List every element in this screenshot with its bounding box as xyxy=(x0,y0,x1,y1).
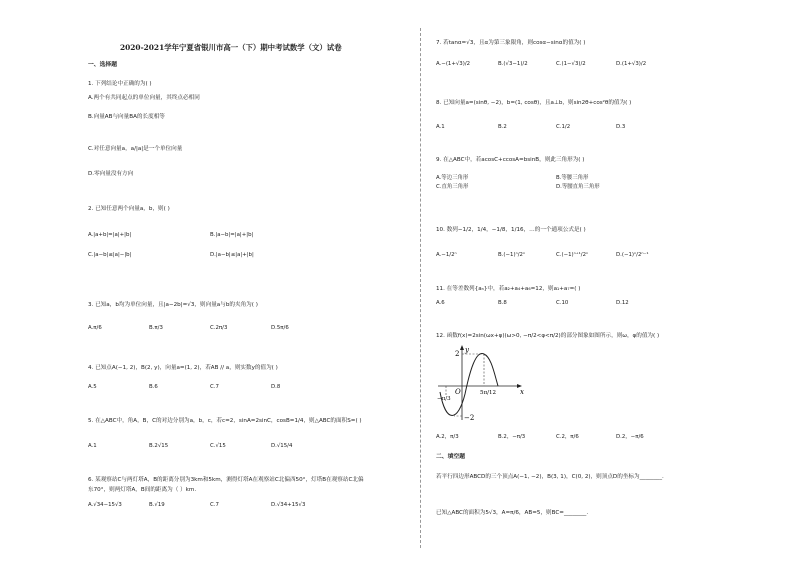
question-4: 4. 已知点A(−1, 2)，B(2, y)，向量a=(1, 2)，若AB // a，则实数y的值为( ) xyxy=(88,365,278,371)
question-8: 8. 已知向量a=(sinθ, −2)，b=(1, cosθ)，且a⊥b，则sin2θ+cos²θ的值为( ) xyxy=(436,100,632,106)
q12-option-c: C.2，π/6 xyxy=(556,434,579,440)
section-choice: 一、选择题 xyxy=(88,62,117,68)
q12-option-a: A.2，π/3 xyxy=(436,434,459,440)
q5-option-c: C.√15 xyxy=(210,443,226,449)
question-12: 12. 函数f(x)=2sin(ωx+φ)(ω>0, −π/2<φ<π/2)的部分图象如图所示，则ω，φ的值为( ) xyxy=(436,333,660,339)
label-left-tick: −π/3 xyxy=(437,396,451,402)
q1-option-a: A.两个有共同起点的单位向量，其终点必相同 xyxy=(88,95,200,101)
q5-option-a: A.1 xyxy=(88,443,97,449)
question-5: 5. 在△ABC中，角A，B，C的对边分别为a，b，c，若c=2，sinA=2sinC，cosB=1/4，则△ABC的面积S=( ) xyxy=(88,418,362,424)
section-fill: 二、填空题 xyxy=(436,454,465,460)
q6-option-c: C.7 xyxy=(210,502,219,508)
q3-option-b: B.π/3 xyxy=(149,325,163,331)
q9-option-b: B.等腰三角形 xyxy=(556,175,589,181)
q9-option-d: D.等腰直角三角形 xyxy=(556,184,600,190)
q7-option-a: A.−(1+√3)/2 xyxy=(436,61,471,67)
q4-option-a: A.5 xyxy=(88,384,97,390)
label-bottom: −2 xyxy=(464,414,475,422)
q4-option-d: D.8 xyxy=(271,384,281,390)
question-1: 1. 下列结论中正确的为( ) xyxy=(88,81,152,87)
q5-option-b: B.2√15 xyxy=(149,443,169,449)
label-top: 2 xyxy=(455,350,460,358)
q11-option-c: C.10 xyxy=(556,300,569,306)
label-x: x xyxy=(520,388,524,396)
label-y: y xyxy=(465,346,469,354)
q8-option-c: C.1/2 xyxy=(556,124,571,130)
question-6: 6. 某观察站C与两灯塔A，B的距离分别为3km和5km，测得灯塔A在观察站C北偏西50°，灯塔B在观察站C北偏 xyxy=(88,477,364,483)
q6-option-d: D.√34+15√3 xyxy=(271,502,306,508)
q10-option-b: B.(−1)ⁿ/2ⁿ xyxy=(498,252,526,258)
q7-option-c: C.(1−√3)/2 xyxy=(556,61,586,67)
q11-option-a: A.6 xyxy=(436,300,445,306)
exam-title: 2020-2021学年宁夏省银川市高一（下）期中考试数学（文）试卷 xyxy=(120,43,342,52)
question-7: 7. 若tanα=√3，且α为第三象限角，则cosα−sinα的值为( ) xyxy=(436,40,586,46)
q7-option-b: B.(√3−1)/2 xyxy=(498,61,528,67)
q12-option-b: B.2，−π/3 xyxy=(498,434,526,440)
fill-question-2: 已知△ABC的面积为5√3，A=π/6，AB=5，则BC=________. xyxy=(436,510,589,516)
q9-option-c: C.直角三角形 xyxy=(436,184,469,190)
label-right-tick: 5π/12 xyxy=(480,390,496,396)
q3-option-a: A.π/6 xyxy=(88,325,102,331)
question-10: 10. 数列−1/2，1/4，−1/8，1/16，…的一个通项公式是( ) xyxy=(436,227,586,233)
sine-curve xyxy=(440,353,498,415)
q10-option-d: D.(−1)ⁿ/2ⁿ⁻¹ xyxy=(616,252,649,258)
q1-option-d: D.零向量没有方向 xyxy=(88,171,134,177)
q8-option-a: A.1 xyxy=(436,124,445,130)
q6-option-b: B.√19 xyxy=(149,502,165,508)
y-axis-arrow xyxy=(460,345,464,350)
q2-option-c: C.|a−b|≤|a|−|b| xyxy=(88,252,132,258)
q11-option-d: D.12 xyxy=(616,300,629,306)
q1-option-b: B.向量AB与向量BA的长度相等 xyxy=(88,114,165,120)
question-3: 3. 已知a，b均为单位向量，且|a−2b|=√3，则向量a与b的夹角为( ) xyxy=(88,302,258,308)
q5-option-d: D.√15/4 xyxy=(271,443,293,449)
q1-option-c: C.对任意向量a，a/|a|是一个单位向量 xyxy=(88,146,183,152)
question-11: 11. 在等差数列{aₙ}中，若a₂+a₄+a₆=12，则a₁+a₇=( ) xyxy=(436,286,581,292)
q4-option-c: C.7 xyxy=(210,384,219,390)
fill-question-1: 若平行四边形ABCD的三个顶点A(−1, −2)，B(3, 1)，C(0, 2)，则顶点D的坐标为________. xyxy=(436,474,664,480)
q12-option-d: D.2，−π/6 xyxy=(616,434,644,440)
q6-option-a: A.√34−15√3 xyxy=(88,502,122,508)
q7-option-d: D.(1+√3)/2 xyxy=(616,61,647,67)
q10-option-c: C.(−1)ⁿ⁺¹/2ⁿ xyxy=(556,252,589,258)
q3-option-d: D.5π/6 xyxy=(271,325,289,331)
q9-option-a: A.等边三角形 xyxy=(436,175,469,181)
question-9: 9. 在△ABC中，若acosC+ccosA=bsinB，则此三角形为( ) xyxy=(436,157,585,163)
function-graph xyxy=(436,344,526,424)
q10-option-a: A.−1/2ⁿ xyxy=(436,252,457,258)
q8-option-b: B.2 xyxy=(498,124,507,130)
question-2: 2. 已知任意两个向量a，b，则( ) xyxy=(88,206,170,212)
q2-option-b: B.|a−b|=|a|+|b| xyxy=(210,232,254,238)
q2-option-d: D.|a−b|≤|a|+|b| xyxy=(210,252,254,258)
q2-option-a: A.|a+b|=|a|+|b| xyxy=(88,232,132,238)
q11-option-b: B.8 xyxy=(498,300,507,306)
question-6-line2: 东70°，则两灯塔A，B间的距离为（ ）km. xyxy=(88,487,197,493)
label-origin: O xyxy=(455,388,461,396)
right-column xyxy=(420,0,794,562)
q3-option-c: C.2π/3 xyxy=(210,325,228,331)
q8-option-d: D.3 xyxy=(616,124,626,130)
q4-option-b: B.6 xyxy=(149,384,158,390)
